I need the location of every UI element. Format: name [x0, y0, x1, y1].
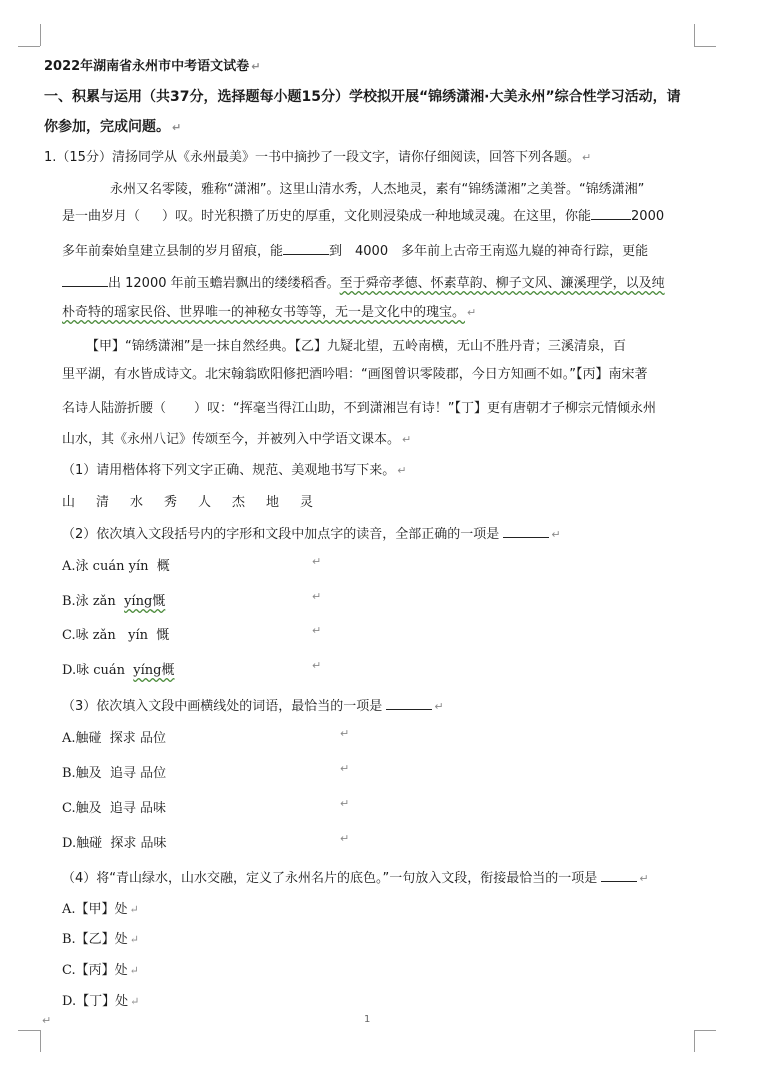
- crop-mark-tr-h: [694, 46, 716, 47]
- sq3-option-d-mark: ↵: [340, 832, 350, 845]
- subquestion2: （2）依次填入文段括号内的字形和文段中加点字的读音，全部正确的一项是 ↵: [62, 527, 561, 542]
- crop-mark-br-v: [694, 1030, 695, 1052]
- sq4-option-c: C.【丙】处 ↵: [62, 963, 139, 978]
- crop-mark-bl-v: [40, 1030, 41, 1052]
- sq3-option-b-mark: ↵: [340, 762, 350, 775]
- sq2-option-b-mark: ↵: [312, 590, 322, 603]
- subquestion1: （1）请用楷体将下列文字正确、规范、美观地书写下来。 ↵: [62, 463, 407, 478]
- passage1-line1: 永州又名零陵，雅称“潇湘”。这里山清水秀，人杰地灵，素有“锦绣潇湘”之美誉。“锦绣潇湘”: [110, 182, 645, 197]
- sq3-option-c-mark: ↵: [340, 797, 350, 810]
- sq3-option-a: A.触碰 探求 品位: [62, 731, 166, 746]
- sq2-option-c: C.咏 zǎn yín 慨: [62, 628, 170, 643]
- crop-mark-tl-v: [40, 24, 41, 46]
- sq2-option-a-mark: ↵: [312, 555, 322, 568]
- passage2-line2: 里平湖，有水皆成诗文。北宋翰翁欧阳修把酒吟唱：“画图曾识零陵郡，今日方知画不如。”【丙】南宋著: [62, 367, 648, 382]
- footer-paragraph-mark: ↵: [42, 1014, 52, 1027]
- sq3-option-b: B.触及 追寻 品位: [62, 766, 167, 781]
- calligraphy-characters: 山 清 水 秀 人 杰 地 灵: [62, 495, 314, 510]
- passage2-line3: 名诗人陆游折腰（ ）叹：“挥毫当得江山助，不到潇湘岂有诗！”【丁】更有唐朝才子柳宗元情倾永州: [62, 401, 656, 416]
- crop-mark-br-h: [694, 1030, 716, 1031]
- passage1-line4: 出 12000 年前玉蟾岩飘出的缕缕稻香。至于舜帝孝德、怀素草韵、柳子文风、濂溪理学，以及纯: [62, 274, 665, 293]
- sq3-option-c: C.触及 追寻 品味: [62, 801, 167, 816]
- doc-title: 2022年湖南省永州市中考语文试卷 ↵: [44, 59, 261, 74]
- subquestion3: （3）依次填入文段中画横线处的词语，最恰当的一项是 ↵: [62, 699, 444, 714]
- page-number: 1: [364, 1014, 371, 1025]
- passage1-line3: 多年前秦始皇建立县制的岁月留痕，能 到 4000 多年前上古帝王南巡九嶷的神奇行踪，更能: [62, 244, 649, 259]
- subquestion4: （4）将“青山绿水，山水交融，定义了永州名片的底色。”一句放入文段，衔接最恰当的一项是 ↵: [62, 871, 649, 886]
- sq4-option-b: B.【乙】处 ↵: [62, 932, 139, 947]
- crop-mark-tr-v: [694, 24, 695, 46]
- passage2-line4: 山水，其《永州八记》传颂至今，并被列入中学语文课本。 ↵: [62, 432, 412, 447]
- crop-mark-tl-h: [18, 46, 40, 47]
- sq4-option-d: D.【丁】处 ↵: [62, 994, 140, 1009]
- sq3-option-d: D.触碰 探求 品味: [62, 836, 167, 851]
- question1-intro: 1.（15分）清扬同学从《永州最美》一书中摘抄了一段文字，请你仔细阅读，回答下列各题。 ↵: [44, 150, 592, 165]
- sq4-option-a: A.【甲】处 ↵: [62, 902, 139, 917]
- sq2-option-d-mark: ↵: [312, 659, 322, 672]
- sq2-option-c-mark: ↵: [312, 624, 322, 637]
- sq2-option-b: B.泳 zǎn yíng慨: [62, 594, 166, 609]
- section1-heading-line1: 一、积累与运用（共37分，选择题每小题15分）学校拟开展“锦绣潇湘·大美永州”综合性学习活动，请: [44, 89, 681, 105]
- sq3-option-a-mark: ↵: [340, 727, 350, 740]
- passage2-line1: 【甲】“锦绣潇湘”是一抹自然经典。【乙】九疑北望，五岭南横，无山不胜丹青；三溪清泉，百: [86, 339, 626, 354]
- section1-heading-line2: 你参加，完成问题。 ↵: [44, 119, 182, 135]
- passage1-line5: 朴奇特的瑶家民俗、世界唯一的神秘女书等等，无一是文化中的瑰宝。 ↵: [62, 305, 477, 320]
- sq2-option-a: A.泳 cuán yín 概: [62, 559, 170, 574]
- crop-mark-bl-h: [18, 1030, 40, 1031]
- sq2-option-d: D.咏 cuán yíng概: [62, 663, 175, 678]
- passage1-line2: 是一曲岁月（ ）叹。时光积攒了历史的厚重，文化则浸染成一种地域灵魂。在这里，你能 2000: [62, 209, 665, 224]
